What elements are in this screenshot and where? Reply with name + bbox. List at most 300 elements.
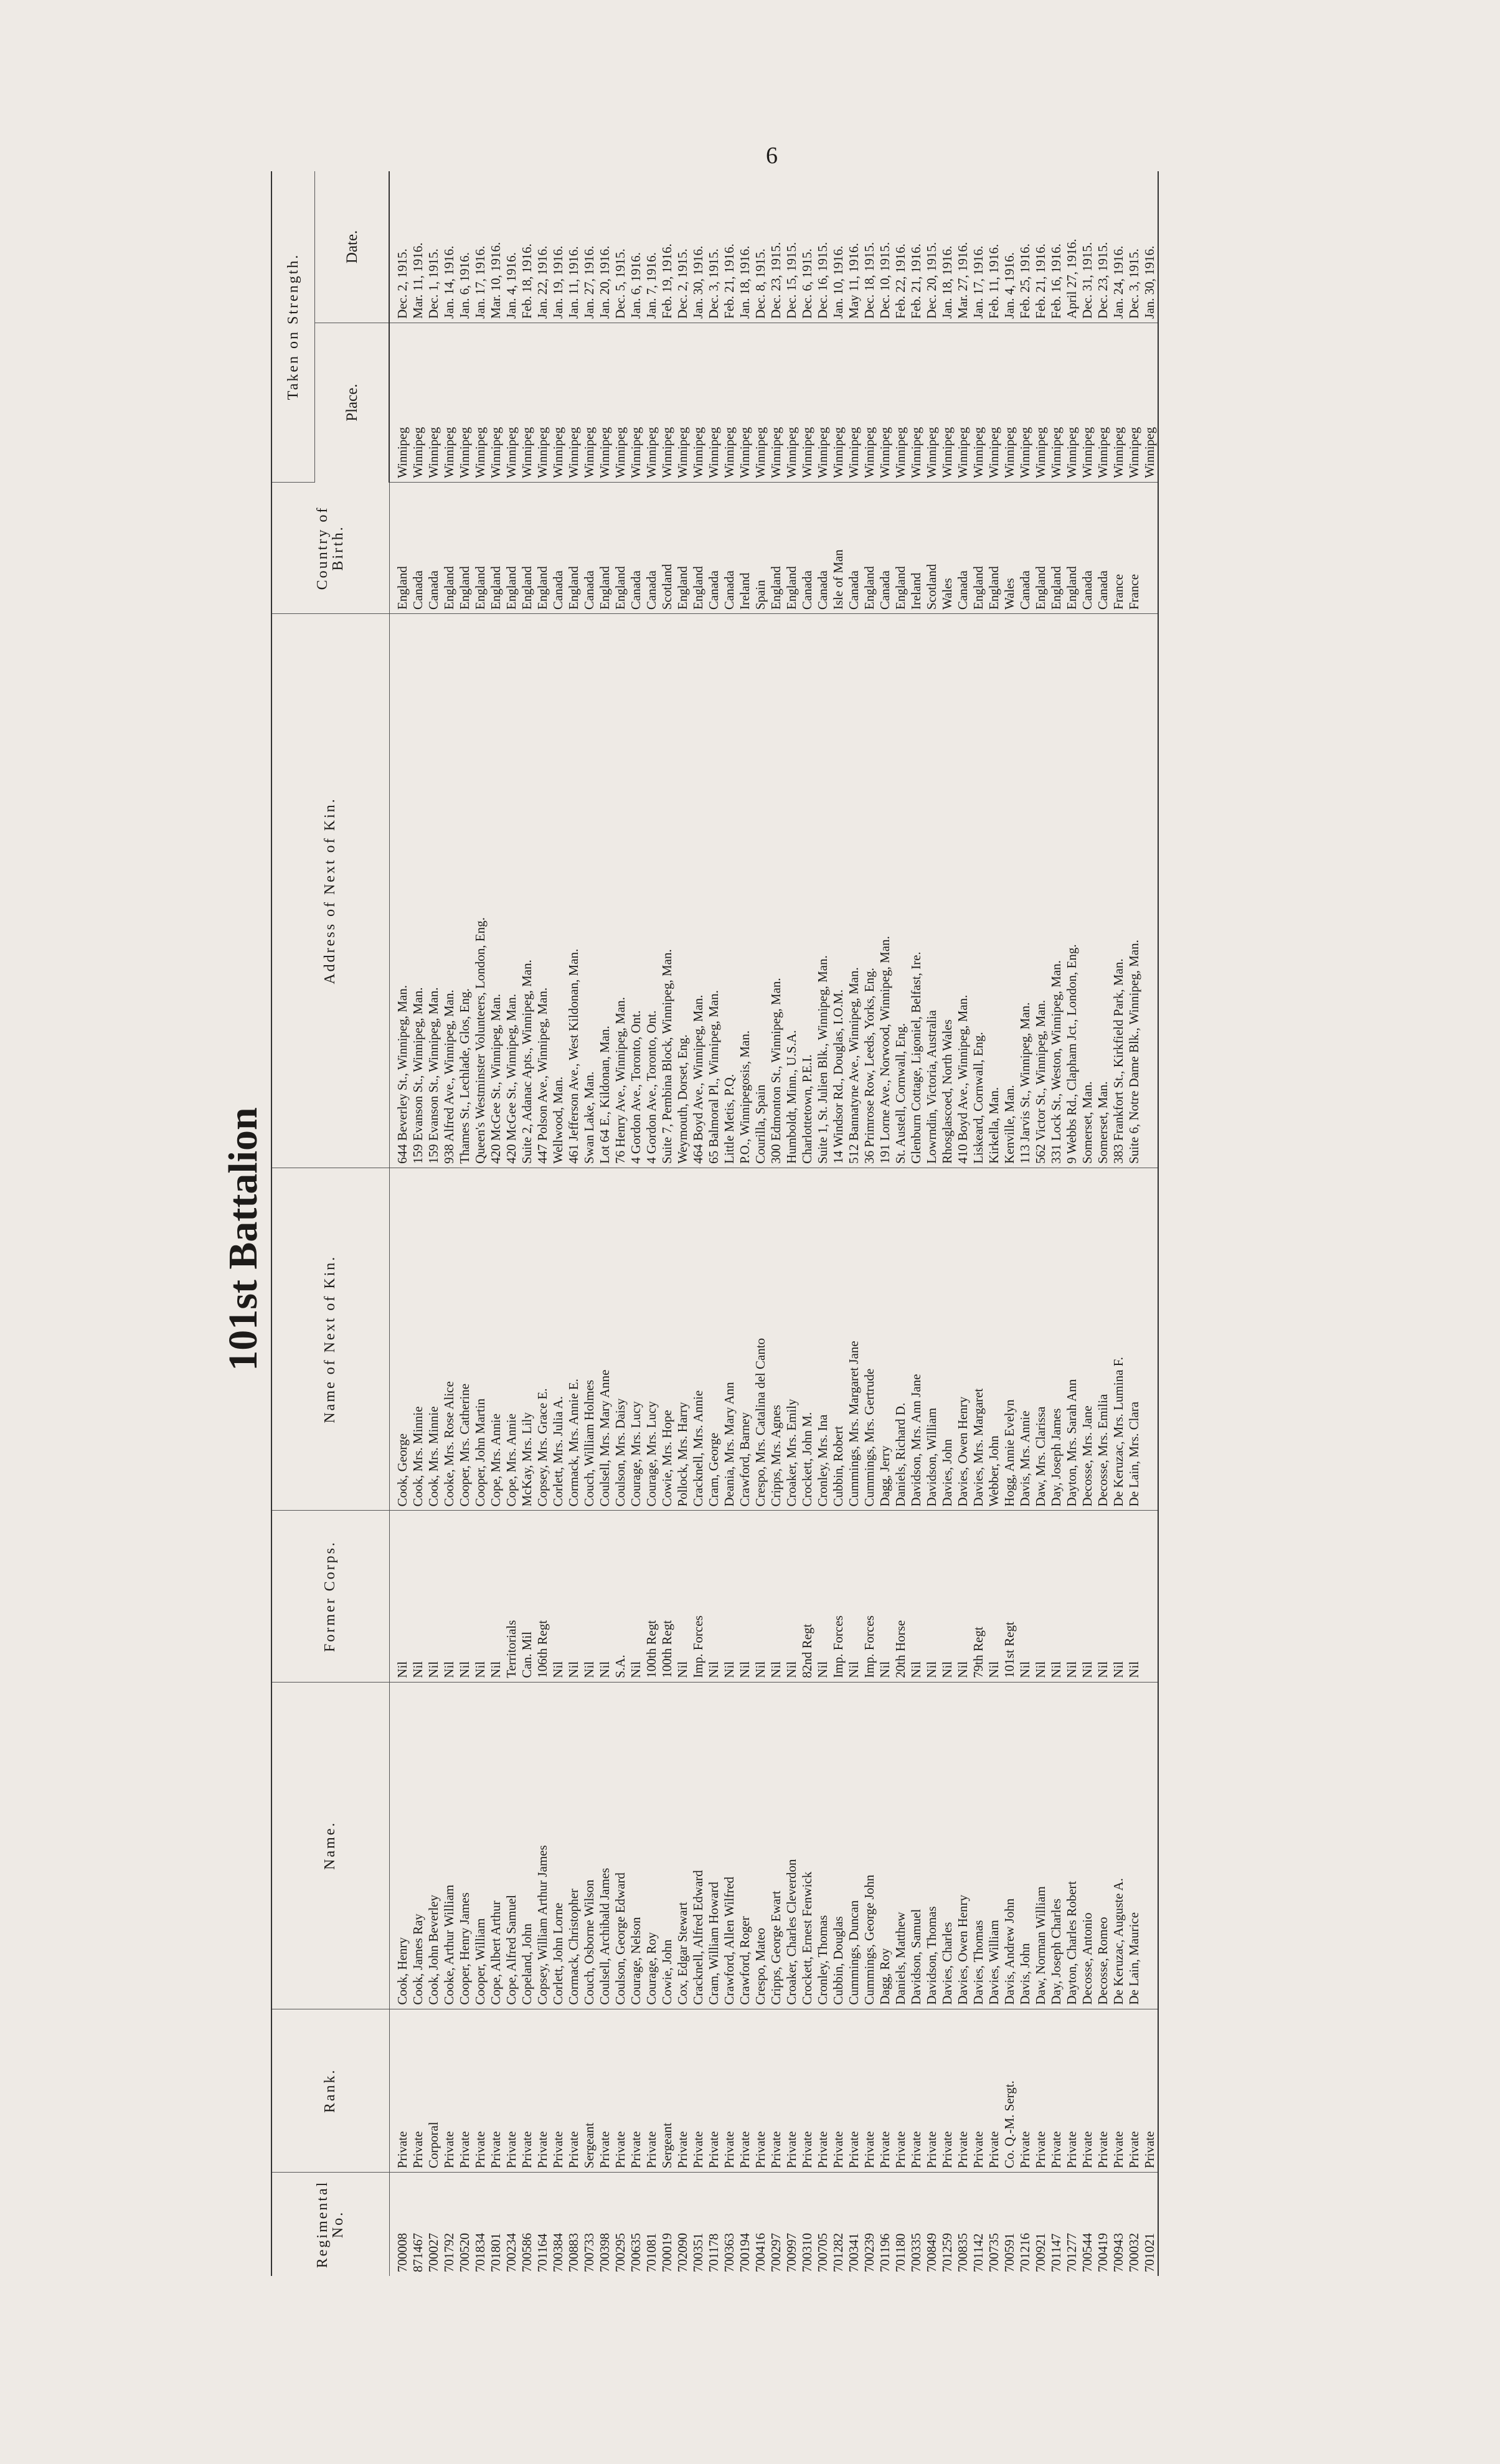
cell-regimental-no: 700416 bbox=[753, 2233, 768, 2272]
table-row bbox=[800, 171, 815, 2276]
header-address: Address of Next of Kin. bbox=[271, 614, 389, 1168]
cell-next-of-kin: Decosse, Mrs. Jane bbox=[1080, 1168, 1095, 1511]
cell-rank: Private bbox=[644, 2009, 659, 2172]
cell-place: Winnipeg bbox=[675, 323, 691, 482]
cell-name bbox=[1142, 1682, 1158, 2009]
cell-next-of-kin: Deania, Mrs. Mary Ann bbox=[722, 1168, 737, 1511]
cell-next-of-kin: De Lain, Mrs. Clara bbox=[1126, 1168, 1142, 1511]
cell-regimental-no: 701834 bbox=[473, 2233, 488, 2272]
cell-name: Crockett, Ernest Fenwick bbox=[800, 1682, 815, 2009]
cell-date: Jan. 6, 1916. bbox=[628, 171, 644, 323]
cell-regimental-no: 701178 bbox=[706, 2233, 721, 2272]
cell-next-of-kin: Dagg, Jerry bbox=[877, 1168, 893, 1511]
cell-regimental-no: 700883 bbox=[566, 2233, 581, 2272]
cell-country: England bbox=[1064, 482, 1080, 613]
cell-date: Dec. 3, 1915. bbox=[706, 171, 722, 323]
cell-address: Suite 1, St. Julien Blk., Winnipeg, Man. bbox=[815, 614, 831, 1168]
cell-name: Decosse, Romeo bbox=[1095, 1682, 1111, 2009]
cell-rank: Private bbox=[410, 2009, 426, 2172]
cell-address: 464 Boyd Ave., Winnipeg, Man. bbox=[691, 614, 706, 1168]
table-row bbox=[389, 171, 410, 2276]
cell-date: Jan. 19, 1916. bbox=[550, 171, 566, 323]
cell-country: Canada bbox=[1095, 482, 1111, 613]
cell-regimental-no: 700008 bbox=[394, 2233, 410, 2272]
cell-former-corps: Nil bbox=[706, 1511, 722, 1682]
cell-regimental-no: 700234 bbox=[504, 2233, 519, 2272]
table-row bbox=[535, 171, 550, 2276]
cell-regimental-no: 700835 bbox=[955, 2233, 970, 2272]
table-row bbox=[924, 171, 940, 2276]
cell-address: 113 Jarvis St., Winnipeg, Man. bbox=[1017, 614, 1033, 1168]
cell-former-corps: Nil bbox=[410, 1511, 426, 1682]
cell-name: Daw, Norman William bbox=[1033, 1682, 1049, 2009]
cell-place: Winnipeg bbox=[940, 323, 955, 482]
table-row bbox=[1095, 171, 1111, 2276]
cell-rank: Private bbox=[566, 2009, 582, 2172]
cell-address: Suite 7, Pembina Block, Winnipeg, Man. bbox=[659, 614, 675, 1168]
cell-place: Winnipeg bbox=[1002, 323, 1017, 482]
table-row bbox=[862, 171, 877, 2276]
cell-next-of-kin: Davis, Mrs. Annie bbox=[1017, 1168, 1033, 1511]
cell-rank: Private bbox=[1126, 2009, 1142, 2172]
cell-rank: Private bbox=[815, 2009, 831, 2172]
battalion-roll bbox=[271, 171, 1329, 2276]
table-row bbox=[706, 171, 722, 2276]
cell-former-corps: Nil bbox=[955, 1511, 971, 1682]
cell-rank: Private bbox=[753, 2009, 768, 2172]
cell-place: Winnipeg bbox=[473, 323, 488, 482]
cell-address: 420 McGee St., Winnipeg, Man. bbox=[488, 614, 504, 1168]
cell-rank: Private bbox=[1064, 2009, 1080, 2172]
roll-table bbox=[271, 171, 1159, 2276]
cell-former-corps: Nil bbox=[1111, 1511, 1126, 1682]
cell-next-of-kin: Cooper, Mrs. Catherine bbox=[457, 1168, 473, 1511]
cell-next-of-kin: Dayton, Mrs. Sarah Ann bbox=[1064, 1168, 1080, 1511]
cell-country: England bbox=[862, 482, 877, 613]
cell-regimental-no: 701792 bbox=[441, 2233, 456, 2272]
cell-address: Glenburn Cottage, Ligoniel, Belfast, Ire. bbox=[908, 614, 924, 1168]
cell-rank: Private bbox=[908, 2009, 924, 2172]
cell-address: 512 Bannatyne Ave., Winnipeg, Man. bbox=[846, 614, 862, 1168]
cell-country: Canada bbox=[1080, 482, 1095, 613]
cell-name: Davies, Thomas bbox=[971, 1682, 986, 2009]
cell-former-corps: 79th Regt bbox=[971, 1511, 986, 1682]
cell-next-of-kin: Pollock, Mrs. Harry bbox=[675, 1168, 691, 1511]
cell-place: Winnipeg bbox=[722, 323, 737, 482]
cell-address: 562 Victor St., Winnipeg, Man. bbox=[1033, 614, 1049, 1168]
cell-former-corps: Nil bbox=[550, 1511, 566, 1682]
cell-address: 159 Evanson St., Winnipeg, Man. bbox=[410, 614, 426, 1168]
cell-place: Winnipeg bbox=[1033, 323, 1049, 482]
header-date: Date. bbox=[315, 171, 390, 323]
cell-name: Davidson, Thomas bbox=[924, 1682, 940, 2009]
cell-country: England bbox=[971, 482, 986, 613]
cell-country: Isle of Man bbox=[831, 482, 846, 613]
cell-name: Davies, William bbox=[986, 1682, 1002, 2009]
cell-rank: Private bbox=[831, 2009, 846, 2172]
cell-next-of-kin: McKay, Mrs. Lily bbox=[519, 1168, 535, 1511]
cell-country: Scotland bbox=[659, 482, 675, 613]
cell-rank: Private bbox=[441, 2009, 457, 2172]
cell-rank: Private bbox=[1080, 2009, 1095, 2172]
cell-country: England bbox=[597, 482, 613, 613]
cell-date: Jan. 17, 1916. bbox=[473, 171, 488, 323]
cell-place: Winnipeg bbox=[426, 323, 441, 482]
cell-former-corps: Imp. Forces bbox=[691, 1511, 706, 1682]
cell-former-corps: Imp. Forces bbox=[862, 1511, 877, 1682]
cell-date: Mar. 11, 1916. bbox=[410, 171, 426, 323]
table-row bbox=[597, 171, 613, 2276]
cell-date: Jan. 17, 1916. bbox=[971, 171, 986, 323]
cell-former-corps: Nil bbox=[1095, 1511, 1111, 1682]
header-country: Country of Birth. bbox=[271, 482, 389, 613]
cell-date: Dec. 10, 1915. bbox=[877, 171, 893, 323]
cell-name: Cope, Alfred Samuel bbox=[504, 1682, 519, 2009]
cell-address: 420 McGee St., Winnipeg, Man. bbox=[504, 614, 519, 1168]
page-number: 6 bbox=[766, 143, 778, 169]
cell-name: Crawford, Roger bbox=[737, 1682, 753, 2009]
cell-country: England bbox=[768, 482, 784, 613]
table-row bbox=[722, 171, 737, 2276]
cell-rank: Private bbox=[1049, 2009, 1064, 2172]
cell-rank: Private bbox=[924, 2009, 940, 2172]
cell-country: England bbox=[986, 482, 1002, 613]
cell-rank: Private bbox=[846, 2009, 862, 2172]
header-regimental-no: Regimental No. bbox=[271, 2173, 389, 2276]
cell-country: England bbox=[504, 482, 519, 613]
cell-date: Dec. 23, 1915. bbox=[768, 171, 784, 323]
cell-regimental-no: 700019 bbox=[659, 2233, 674, 2272]
cell-regimental-no: 700351 bbox=[691, 2233, 705, 2272]
cell-next-of-kin: Day, Joseph James bbox=[1049, 1168, 1064, 1511]
cell-rank: Private bbox=[986, 2009, 1002, 2172]
cell-next-of-kin: Davies, John bbox=[940, 1168, 955, 1511]
cell-next-of-kin: Cummings, Mrs. Gertrude bbox=[862, 1168, 877, 1511]
cell-former-corps: Nil bbox=[1017, 1511, 1033, 1682]
cell-address: Wellwood, Man. bbox=[550, 614, 566, 1168]
cell-address: 644 Beverley St., Winnipeg, Man. bbox=[389, 614, 410, 1168]
cell-next-of-kin: Cope, Mrs. Annie bbox=[504, 1168, 519, 1511]
cell-former-corps: Nil bbox=[924, 1511, 940, 1682]
cell-next-of-kin: Cram, George bbox=[706, 1168, 722, 1511]
cell-date: Jan. 24, 1916. bbox=[1111, 171, 1126, 323]
cell-name: Cooke, Arthur William bbox=[441, 1682, 457, 2009]
cell-name: Davies, Charles bbox=[940, 1682, 955, 2009]
cell-date: Dec. 2, 1915. bbox=[675, 171, 691, 323]
cell-former-corps: Nil bbox=[737, 1511, 753, 1682]
cell-name: Courage, Roy bbox=[644, 1682, 659, 2009]
cell-address: Weymouth, Dorset, Eng. bbox=[675, 614, 691, 1168]
cell-name: Dayton, Charles Robert bbox=[1064, 1682, 1080, 2009]
cell-address: Little Metis, P.Q. bbox=[722, 614, 737, 1168]
cell-regimental-no: 700705 bbox=[815, 2233, 830, 2272]
header-former-corps: Former Corps. bbox=[271, 1511, 389, 1682]
cell-address: St. Austell, Cornwall, Eng. bbox=[893, 614, 908, 1168]
cell-country: England bbox=[691, 482, 706, 613]
cell-country: France bbox=[1111, 482, 1126, 613]
cell-regimental-no: 700520 bbox=[457, 2233, 472, 2272]
cell-regimental-no: 701259 bbox=[940, 2233, 955, 2272]
cell-regimental-no: 700398 bbox=[597, 2233, 612, 2272]
table-row bbox=[628, 171, 644, 2276]
cell-place: Winnipeg bbox=[613, 323, 628, 482]
cell-former-corps: Nil bbox=[815, 1511, 831, 1682]
cell-place: Winnipeg bbox=[410, 323, 426, 482]
cell-country: Canada bbox=[800, 482, 815, 613]
cell-name: Cormack, Christopher bbox=[566, 1682, 582, 2009]
table-row bbox=[1017, 171, 1033, 2276]
cell-address: 191 Lorne Ave., Norwood, Winnipeg, Man. bbox=[877, 614, 893, 1168]
cell-country: Canada bbox=[426, 482, 441, 613]
cell-date: Feb. 21, 1916. bbox=[908, 171, 924, 323]
cell-next-of-kin: Webber, John bbox=[986, 1168, 1002, 1511]
cell-next-of-kin: Cummings, Mrs. Margaret Jane bbox=[846, 1168, 862, 1511]
cell-date: Feb. 11, 1916. bbox=[986, 171, 1002, 323]
cell-place: Winnipeg bbox=[784, 323, 800, 482]
cell-former-corps bbox=[1142, 1511, 1158, 1682]
cell-regimental-no: 702090 bbox=[675, 2233, 690, 2272]
cell-name: Davidson, Samuel bbox=[908, 1682, 924, 2009]
cell-name: Decosse, Antonio bbox=[1080, 1682, 1095, 2009]
cell-rank: Private bbox=[535, 2009, 550, 2172]
table-row bbox=[986, 171, 1002, 2276]
cell-regimental-no: 700295 bbox=[613, 2233, 628, 2272]
cell-name: Cook, James Ray bbox=[410, 1682, 426, 2009]
cell-place: Winnipeg bbox=[706, 323, 722, 482]
cell-rank: Private bbox=[1033, 2009, 1049, 2172]
cell-date: Jan. 10, 1916. bbox=[831, 171, 846, 323]
cell-rank: Sergeant bbox=[582, 2009, 597, 2172]
cell-rank: Private bbox=[1142, 2009, 1158, 2172]
cell-rank: Corporal bbox=[426, 2009, 441, 2172]
cell-rank: Private bbox=[389, 2009, 410, 2172]
cell-place: Winnipeg bbox=[1049, 323, 1064, 482]
table-row bbox=[582, 171, 597, 2276]
cell-date: Mar. 10, 1916. bbox=[488, 171, 504, 323]
cell-next-of-kin bbox=[1142, 1168, 1158, 1511]
cell-next-of-kin: Hogg, Annie Evelyn bbox=[1002, 1168, 1017, 1511]
table-row bbox=[659, 171, 675, 2276]
cell-former-corps: Nil bbox=[784, 1511, 800, 1682]
cell-address: Thames St., Lechlade, Glos, Eng. bbox=[457, 614, 473, 1168]
cell-former-corps: Nil bbox=[628, 1511, 644, 1682]
cell-name: Couch, Osborne Wilson bbox=[582, 1682, 597, 2009]
cell-former-corps: Nil bbox=[582, 1511, 597, 1682]
cell-place: Winnipeg bbox=[457, 323, 473, 482]
cell-regimental-no: 700997 bbox=[784, 2233, 799, 2272]
cell-regimental-no: 700544 bbox=[1080, 2233, 1095, 2272]
cell-address: 9 Webbs Rd., Clapham Jct., London, Eng. bbox=[1064, 614, 1080, 1168]
cell-former-corps: Nil bbox=[597, 1511, 613, 1682]
cell-country: Canada bbox=[628, 482, 644, 613]
cell-former-corps: 101st Regt bbox=[1002, 1511, 1017, 1682]
cell-regimental-no: 701277 bbox=[1064, 2233, 1079, 2272]
cell-name: Cope, Albert Arthur bbox=[488, 1682, 504, 2009]
cell-country: England bbox=[1033, 482, 1049, 613]
cell-regimental-no: 700419 bbox=[1095, 2233, 1110, 2272]
cell-regimental-no: 701196 bbox=[877, 2233, 892, 2272]
cell-address: Somerset, Man. bbox=[1080, 614, 1095, 1168]
cell-rank: Private bbox=[597, 2009, 613, 2172]
cell-rank: Private bbox=[768, 2009, 784, 2172]
cell-place: Winnipeg bbox=[737, 323, 753, 482]
cell-regimental-no: 700239 bbox=[862, 2233, 877, 2272]
table-row bbox=[831, 171, 846, 2276]
cell-place: Winnipeg bbox=[924, 323, 940, 482]
cell-country: Canada bbox=[877, 482, 893, 613]
cell-name: Cummings, Duncan bbox=[846, 1682, 862, 2009]
cell-name: Copeland, John bbox=[519, 1682, 535, 2009]
cell-rank: Private bbox=[675, 2009, 691, 2172]
cell-former-corps: Nil bbox=[426, 1511, 441, 1682]
cell-name: Cram, William Howard bbox=[706, 1682, 722, 2009]
cell-country: England bbox=[488, 482, 504, 613]
cell-regimental-no: 700310 bbox=[800, 2233, 814, 2272]
cell-next-of-kin: Cormack, Mrs. Annie E. bbox=[566, 1168, 582, 1511]
cell-address: Courilla, Spain bbox=[753, 614, 768, 1168]
cell-next-of-kin: Corlett, Mrs. Julia A. bbox=[550, 1168, 566, 1511]
cell-address: Kirkella, Man. bbox=[986, 614, 1002, 1168]
cell-country: Canada bbox=[550, 482, 566, 613]
cell-former-corps: Nil bbox=[1080, 1511, 1095, 1682]
cell-date: Dec. 16, 1915. bbox=[815, 171, 831, 323]
cell-next-of-kin: Cubbin, Robert bbox=[831, 1168, 846, 1511]
cell-regimental-no: 701180 bbox=[893, 2233, 908, 2272]
cell-country: Ireland bbox=[737, 482, 753, 613]
cell-place: Winnipeg bbox=[1064, 323, 1080, 482]
cell-rank: Private bbox=[1017, 2009, 1033, 2172]
cell-next-of-kin: Crespo, Mrs. Catalina del Canto bbox=[753, 1168, 768, 1511]
cell-former-corps: Nil bbox=[846, 1511, 862, 1682]
cell-place: Winnipeg bbox=[488, 323, 504, 482]
cell-address: Suite 2, Adanac Apts., Winnipeg, Man. bbox=[519, 614, 535, 1168]
cell-country: Canada bbox=[582, 482, 597, 613]
cell-former-corps: Nil bbox=[389, 1511, 410, 1682]
cell-date: Feb. 19, 1916. bbox=[659, 171, 675, 323]
cell-country: Canada bbox=[706, 482, 722, 613]
cell-regimental-no: 701081 bbox=[644, 2233, 659, 2272]
cell-former-corps: Nil bbox=[441, 1511, 457, 1682]
cell-next-of-kin: Croaker, Mrs. Emily bbox=[784, 1168, 800, 1511]
cell-former-corps: Nil bbox=[457, 1511, 473, 1682]
table-row bbox=[644, 171, 659, 2276]
cell-name: Cummings, George John bbox=[862, 1682, 877, 2009]
table-row bbox=[877, 171, 893, 2276]
cell-name: Cox, Edgar Stewart bbox=[675, 1682, 691, 2009]
header-name: Name. bbox=[271, 1682, 389, 2009]
table-row bbox=[441, 171, 457, 2276]
cell-country: England bbox=[613, 482, 628, 613]
table-row bbox=[846, 171, 862, 2276]
cell-next-of-kin: Cook, Mrs. Minnie bbox=[426, 1168, 441, 1511]
table-row bbox=[1111, 171, 1126, 2276]
cell-date: Feb. 16, 1916. bbox=[1049, 171, 1064, 323]
cell-rank: Private bbox=[550, 2009, 566, 2172]
cell-next-of-kin: Davies, Mrs. Margaret bbox=[971, 1168, 986, 1511]
cell-next-of-kin: Davidson, Mrs. Ann Jane bbox=[908, 1168, 924, 1511]
table-row bbox=[1033, 171, 1049, 2276]
cell-country: England bbox=[535, 482, 550, 613]
cell-regimental-no: 700027 bbox=[426, 2233, 441, 2272]
cell-address: Kenville, Man. bbox=[1002, 614, 1017, 1168]
cell-address: Queen's Westminster Volunteers, London, Eng. bbox=[473, 614, 488, 1168]
table-row bbox=[784, 171, 800, 2276]
cell-place: Winnipeg bbox=[441, 323, 457, 482]
cell-place: Winnipeg bbox=[582, 323, 597, 482]
table-row bbox=[691, 171, 706, 2276]
cell-rank: Private bbox=[488, 2009, 504, 2172]
cell-next-of-kin: Daniels, Richard D. bbox=[893, 1168, 908, 1511]
cell-date: Dec. 31, 1915. bbox=[1080, 171, 1095, 323]
cell-regimental-no: 700363 bbox=[722, 2233, 737, 2272]
cell-former-corps: Nil bbox=[1033, 1511, 1049, 1682]
table-row bbox=[613, 171, 628, 2276]
cell-next-of-kin: Cowie, Mrs. Hope bbox=[659, 1168, 675, 1511]
cell-date: Jan. 4, 1916. bbox=[1002, 171, 1017, 323]
cell-date: Jan. 14, 1916. bbox=[441, 171, 457, 323]
cell-name: Cracknell, Alfred Edward bbox=[691, 1682, 706, 2009]
cell-place: Winnipeg bbox=[768, 323, 784, 482]
cell-next-of-kin: Couch, William Holmes bbox=[582, 1168, 597, 1511]
cell-address: Charlottetown, P.E.I. bbox=[800, 614, 815, 1168]
cell-rank: Private bbox=[628, 2009, 644, 2172]
cell-regimental-no: 700735 bbox=[986, 2233, 1001, 2272]
cell-country bbox=[1142, 482, 1158, 613]
cell-rank: Private bbox=[955, 2009, 971, 2172]
cell-next-of-kin: Coulson, Mrs. Daisy bbox=[613, 1168, 628, 1511]
cell-regimental-no: 701216 bbox=[1017, 2233, 1032, 2272]
cell-name: Crespo, Mateo bbox=[753, 1682, 768, 2009]
cell-place: Winnipeg bbox=[519, 323, 535, 482]
cell-former-corps: Imp. Forces bbox=[831, 1511, 846, 1682]
cell-former-corps: S.A. bbox=[613, 1511, 628, 1682]
table-row bbox=[1080, 171, 1095, 2276]
cell-address: 300 Edmonton St., Winnipeg, Man. bbox=[768, 614, 784, 1168]
cell-name: Davis, Andrew John bbox=[1002, 1682, 1017, 2009]
cell-place: Winnipeg bbox=[504, 323, 519, 482]
cell-place: Winnipeg bbox=[659, 323, 675, 482]
table-row bbox=[737, 171, 753, 2276]
cell-former-corps: 106th Regt bbox=[535, 1511, 550, 1682]
cell-address: Humboldt, Minn., U.S.A. bbox=[784, 614, 800, 1168]
table-row bbox=[753, 171, 768, 2276]
cell-name: Day, Joseph Charles bbox=[1049, 1682, 1064, 2009]
cell-rank: Private bbox=[504, 2009, 519, 2172]
header-place: Place. bbox=[315, 323, 390, 482]
cell-next-of-kin: Cooper, John Martin bbox=[473, 1168, 488, 1511]
cell-country: England bbox=[473, 482, 488, 613]
cell-rank: Private bbox=[893, 2009, 908, 2172]
cell-address: 461 Jefferson Ave., West Kildonan, Man. bbox=[566, 614, 582, 1168]
cell-name: Cook, Henry bbox=[389, 1682, 410, 2009]
cell-name: Croaker, Charles Cleverdon bbox=[784, 1682, 800, 2009]
cell-regimental-no: 700943 bbox=[1111, 2233, 1126, 2272]
cell-country: Wales bbox=[940, 482, 955, 613]
cell-date: April 27, 1916. bbox=[1064, 171, 1080, 323]
cell-country: Ireland bbox=[908, 482, 924, 613]
cell-date: Dec. 23, 1915. bbox=[1095, 171, 1111, 323]
cell-next-of-kin: Cope, Mrs. Annie bbox=[488, 1168, 504, 1511]
table-row bbox=[566, 171, 582, 2276]
table-row bbox=[488, 171, 504, 2276]
cell-address: 410 Boyd Ave., Winnipeg, Man. bbox=[955, 614, 971, 1168]
cell-regimental-no: 700635 bbox=[628, 2233, 643, 2272]
page-title: 101st Battalion bbox=[220, 1107, 266, 1371]
cell-former-corps: Nil bbox=[908, 1511, 924, 1682]
cell-date: Dec. 1, 1915. bbox=[426, 171, 441, 323]
cell-regimental-no: 700194 bbox=[737, 2233, 752, 2272]
cell-country: England bbox=[389, 482, 410, 613]
